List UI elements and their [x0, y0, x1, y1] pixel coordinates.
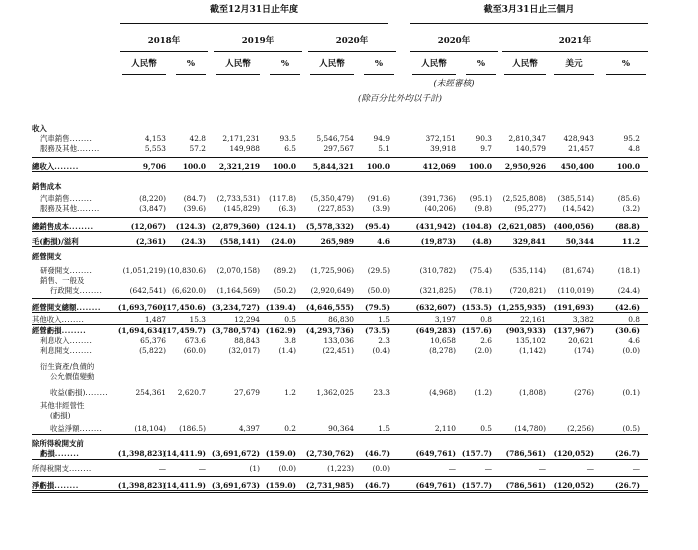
row-value: 6.5	[284, 144, 296, 153]
row-value: (139.4)	[265, 303, 296, 312]
row-value: (0.4)	[372, 346, 390, 355]
row-value: 100.0	[366, 162, 390, 171]
three-month-group-header: 截至3月31日止三個月	[483, 5, 575, 15]
row-value: (26.7)	[615, 481, 640, 490]
row-value: 5,844,321	[312, 162, 354, 171]
row-value: 2,171,231	[222, 134, 260, 143]
unit-header: 人民幣	[225, 59, 251, 69]
row-value: (191,693)	[553, 303, 594, 312]
row-value: (120,052)	[553, 481, 594, 490]
row-value: 5,553	[144, 144, 166, 153]
row-value: (145,829)	[223, 204, 260, 213]
row-value: (5,350,479)	[310, 194, 354, 203]
row-value: (0.1)	[622, 388, 640, 397]
row-value: (558,141)	[219, 237, 260, 246]
row-value: (2,361)	[135, 237, 166, 246]
row-value: 95.2	[623, 134, 640, 143]
row-value: (4,968)	[429, 388, 456, 397]
row-value: (24.4)	[617, 286, 640, 295]
row-label: 其他收入 ........	[32, 315, 84, 324]
row-value: 2,321,219	[218, 162, 260, 171]
row-value: (6.3)	[278, 204, 296, 213]
row-value: 57.2	[189, 144, 206, 153]
row-value: 140,579	[515, 144, 546, 153]
row-value: (1,164,569)	[216, 286, 260, 295]
section-operating-expenses: 經營開支	[32, 252, 62, 261]
row-value: (1,223)	[327, 464, 354, 473]
row-label: 銷售、一般及	[40, 276, 85, 285]
row-value: 93.5	[279, 134, 296, 143]
row-value: (153.5)	[461, 303, 492, 312]
row-label: 衍生資產/負債的	[40, 362, 95, 371]
row-value: (0.0)	[372, 464, 390, 473]
row-label: 收益(虧損) ........	[50, 388, 108, 397]
row-label: 汽車銷售 ........	[40, 194, 92, 203]
row-value: —	[632, 464, 640, 473]
row-value: (14,411.9)	[163, 449, 206, 458]
row-value: (79.5)	[365, 303, 390, 312]
row-value: 135,102	[515, 336, 546, 345]
row-value: 42.8	[189, 134, 206, 143]
subtotal-rule-above	[32, 434, 648, 435]
unit-rule	[364, 74, 394, 75]
row-value: (903,933)	[505, 326, 546, 335]
thousands-note: (除百分比外均以千計)	[357, 94, 443, 104]
row-value: (0.0)	[622, 346, 640, 355]
row-value: (95.4)	[365, 222, 390, 231]
row-value: 86,830	[328, 315, 354, 324]
row-value: (46.7)	[365, 449, 390, 458]
row-value: (8,220)	[139, 194, 166, 203]
row-value: (0.5)	[622, 424, 640, 433]
row-value: (5,578,332)	[305, 222, 354, 231]
row-value: (3,691,672)	[211, 449, 260, 458]
row-value: (75.4)	[469, 266, 492, 275]
row-value: (88.8)	[615, 222, 640, 231]
row-value: (18,104)	[134, 424, 166, 433]
row-value: (2,621,085)	[497, 222, 546, 231]
row-value: (1,398,823)	[117, 481, 166, 490]
row-value: —	[484, 464, 492, 473]
row-value: (78.1)	[469, 286, 492, 295]
row-value: (89.2)	[273, 266, 296, 275]
year-rule	[308, 51, 396, 52]
row-label: 收益淨額 ........	[50, 424, 102, 433]
subtotal-rule-below	[32, 231, 648, 232]
row-value: (17,450.6)	[163, 303, 206, 312]
row-value: 0.2	[284, 424, 296, 433]
row-value: (6,620.0)	[172, 286, 206, 295]
row-value: (4,646,555)	[305, 303, 354, 312]
row-value: 1,487	[144, 315, 166, 324]
subtotal-rule-below	[32, 246, 648, 247]
subtotal-rule-below	[32, 490, 648, 493]
row-value: (39.6)	[183, 204, 206, 213]
row-value: 100.0	[616, 162, 640, 171]
subtotal-rule-above	[32, 476, 648, 477]
row-value: (649,761)	[415, 449, 456, 458]
row-value: (2,920,649)	[310, 286, 354, 295]
row-value: —	[158, 464, 166, 473]
row-value: (14,780)	[514, 424, 546, 433]
row-value: 673.6	[184, 336, 206, 345]
row-value: 90,364	[328, 424, 354, 433]
row-value: (32,017)	[228, 346, 260, 355]
row-value: (95,277)	[514, 204, 546, 213]
year-rule	[410, 51, 498, 52]
row-value: 27,679	[234, 388, 260, 397]
row-value: —	[538, 464, 546, 473]
row-value: (8,278)	[429, 346, 456, 355]
row-value: (3,847)	[139, 204, 166, 213]
row-label: 所得稅開支 ........	[32, 464, 92, 473]
row-value: (1,808)	[519, 388, 546, 397]
unit-rule	[122, 74, 166, 75]
row-label: 總銷售成本 ........	[32, 222, 94, 231]
row-value: (42.6)	[615, 303, 640, 312]
row-value: (159.0)	[265, 449, 296, 458]
row-value: (310,782)	[419, 266, 456, 275]
row-value: (18.1)	[617, 266, 640, 275]
row-value: (81,674)	[562, 266, 594, 275]
row-label: 服務及其他 ........	[40, 204, 100, 213]
row-value: 9,706	[142, 162, 166, 171]
q1-2021-header: 2021年	[558, 36, 592, 46]
row-value: (50.2)	[273, 286, 296, 295]
row-value: 23.3	[373, 388, 390, 397]
unit-header: %	[374, 59, 384, 69]
row-value: (1,255,935)	[497, 303, 546, 312]
row-value: (26.7)	[615, 449, 640, 458]
row-value: 1,362,025	[316, 388, 354, 397]
row-value: (157.7)	[461, 481, 492, 490]
row-value: (786,561)	[505, 449, 546, 458]
row-value: 412,069	[422, 162, 456, 171]
row-value: 94.9	[373, 134, 390, 143]
row-value: 4.6	[628, 336, 640, 345]
row-value: 4.8	[628, 144, 640, 153]
row-value: (174)	[574, 346, 594, 355]
row-value: (162.9)	[265, 326, 296, 335]
unit-rule	[466, 74, 496, 75]
row-value: (9.8)	[474, 204, 492, 213]
row-value: (124.1)	[265, 222, 296, 231]
row-value: (385,514)	[557, 194, 594, 203]
row-value: (4.8)	[472, 237, 492, 246]
row-value: 5,546,754	[316, 134, 354, 143]
unit-rule	[606, 74, 646, 75]
row-label: 其他非經營性	[40, 401, 85, 410]
row-value: 0.5	[284, 315, 296, 324]
row-label: 總收入 ........	[32, 162, 79, 171]
row-value: 10,658	[430, 336, 456, 345]
row-value: 0.8	[480, 315, 492, 324]
row-value: (1,398,823)	[117, 449, 166, 458]
row-value: (10,830.6)	[167, 266, 206, 275]
row-value: (91.6)	[367, 194, 390, 203]
row-value: 2,950,926	[504, 162, 546, 171]
row-value: (2,256)	[567, 424, 594, 433]
row-value: 20,621	[568, 336, 594, 345]
row-value: (5,822)	[139, 346, 166, 355]
row-value: (3.2)	[622, 204, 640, 213]
row-value: (84.7)	[183, 194, 206, 203]
row-value: (30.6)	[615, 326, 640, 335]
row-value: 0.8	[628, 315, 640, 324]
row-value: (85.6)	[617, 194, 640, 203]
unit-header: %	[186, 59, 196, 69]
row-value: (157.7)	[461, 449, 492, 458]
row-value: (4,293,736)	[305, 326, 354, 335]
row-value: (24.0)	[271, 237, 296, 246]
year-rule	[214, 51, 302, 52]
unit-header: 美元	[565, 59, 583, 69]
subtotal-rule-below	[32, 171, 648, 172]
row-value: 372,151	[425, 134, 456, 143]
row-value: 88,843	[234, 336, 260, 345]
row-value: 2.6	[480, 336, 492, 345]
row-value: 11.2	[621, 237, 640, 246]
row-value: (157.6)	[461, 326, 492, 335]
unit-rule	[504, 74, 546, 75]
unit-header: 人民幣	[512, 59, 538, 69]
row-value: (1,142)	[519, 346, 546, 355]
row-value: (3,691,673)	[211, 481, 260, 490]
row-value: (17,459.7)	[163, 326, 206, 335]
q1-2020-header: 2020年	[437, 36, 471, 46]
row-label: 淨虧損 ........	[32, 481, 79, 490]
row-value: (227,853)	[317, 204, 354, 213]
row-value: 21,457	[568, 144, 594, 153]
subtotal-rule-below	[32, 459, 648, 460]
row-value: (535,114)	[509, 266, 546, 275]
row-value: 4,397	[238, 424, 260, 433]
unit-header: %	[621, 59, 631, 69]
row-value: —	[198, 464, 206, 473]
row-value: 297,567	[323, 144, 354, 153]
row-label: 行政開支 ........	[50, 286, 102, 295]
subtotal-rule-above	[32, 217, 648, 218]
row-value: 65,376	[140, 336, 166, 345]
row-value: (1)	[249, 464, 260, 473]
row-value: (321,825)	[419, 286, 456, 295]
year-rule	[502, 51, 648, 52]
row-value: (73.5)	[365, 326, 390, 335]
row-label: (虧損)	[50, 411, 71, 420]
row-value: 1.5	[378, 315, 390, 324]
row-value: 4,153	[144, 134, 166, 143]
row-value: (104.8)	[461, 222, 492, 231]
row-value: —	[448, 464, 456, 473]
row-value: (2,730,762)	[305, 449, 354, 458]
unit-header: %	[476, 59, 486, 69]
row-value: (400,056)	[553, 222, 594, 231]
row-value: (50.0)	[367, 286, 390, 295]
row-value: 5.1	[378, 144, 390, 153]
three-month-group-rule	[410, 23, 648, 24]
row-value: 12,294	[234, 315, 260, 324]
row-value: (124.3)	[175, 222, 206, 231]
row-label: 服務及其他 ........	[40, 144, 100, 153]
row-value: (186.5)	[179, 424, 206, 433]
row-value: (1.2)	[474, 388, 492, 397]
row-value: (276)	[574, 388, 594, 397]
subtotal-rule-above	[32, 298, 648, 299]
row-value: (40,206)	[424, 204, 456, 213]
row-value: (14,411.9)	[163, 481, 206, 490]
row-value: 22,161	[520, 315, 546, 324]
row-value: 9.7	[480, 144, 492, 153]
year-end-group-rule	[120, 23, 388, 24]
year-2018-header: 2018年	[147, 36, 181, 46]
row-label: 毛(虧損)/溢利	[32, 237, 79, 246]
row-value: 100.0	[182, 162, 206, 171]
row-value: 2,620.7	[177, 388, 206, 397]
row-value: (649,283)	[415, 326, 456, 335]
subtotal-rule-above	[32, 157, 648, 158]
row-label: 經營虧損 ........	[32, 326, 86, 335]
unit-rule	[554, 74, 594, 75]
row-value: (0.0)	[278, 464, 296, 473]
row-value: —	[586, 464, 594, 473]
row-value: (2.0)	[474, 346, 492, 355]
row-value: (720,821)	[509, 286, 546, 295]
row-value: (120,052)	[553, 449, 594, 458]
row-value: (24.3)	[181, 237, 206, 246]
section-cost-of-sales: 銷售成本	[32, 182, 62, 191]
row-value: (2,879,360)	[211, 222, 260, 231]
unit-header: 人民幣	[421, 59, 447, 69]
row-value: 3,197	[434, 315, 456, 324]
subtotal-rule-above	[32, 324, 648, 325]
unit-rule	[216, 74, 260, 75]
row-value: 450,400	[560, 162, 594, 171]
row-value: (2,070,158)	[216, 266, 260, 275]
row-label: 經營開支總額 ........	[32, 303, 101, 312]
row-value: (1,693,760)	[117, 303, 166, 312]
row-value: (137,967)	[553, 326, 594, 335]
row-label: 利息收入 ........	[40, 336, 92, 345]
year-rule	[120, 51, 208, 52]
row-value: 3,382	[572, 315, 594, 324]
row-value: (19,873)	[420, 237, 456, 246]
row-value: (117.8)	[269, 194, 296, 203]
unit-rule	[412, 74, 456, 75]
row-label: 汽車銷售 ........	[40, 134, 92, 143]
row-value: (1.4)	[278, 346, 296, 355]
row-value: 90.3	[475, 134, 492, 143]
row-value: (1,725,906)	[310, 266, 354, 275]
row-value: (22,451)	[322, 346, 354, 355]
row-value: (786,561)	[505, 481, 546, 490]
unit-rule	[176, 74, 206, 75]
row-value: (110,019)	[557, 286, 594, 295]
unit-header: %	[280, 59, 290, 69]
unit-header: 人民幣	[319, 59, 345, 69]
row-value: 428,943	[563, 134, 594, 143]
row-value: 4.6	[377, 237, 390, 246]
row-label: 公允價值變動	[50, 372, 95, 381]
row-value: (649,761)	[415, 481, 456, 490]
year-2019-header: 2019年	[241, 36, 275, 46]
row-label: 虧損 ........	[40, 449, 79, 458]
row-value: 2,810,347	[508, 134, 546, 143]
unit-rule	[270, 74, 300, 75]
row-value: (391,736)	[419, 194, 456, 203]
subtotal-rule-below	[32, 312, 648, 313]
unit-header: 人民幣	[131, 59, 157, 69]
row-value: (3,780,574)	[211, 326, 260, 335]
row-value: (60.0)	[183, 346, 206, 355]
row-value: (2,525,808)	[502, 194, 546, 203]
row-value: 3.8	[284, 336, 296, 345]
row-value: 1.2	[284, 388, 296, 397]
row-label: 利息開支 ........	[40, 346, 92, 355]
row-value: (3,234,727)	[211, 303, 260, 312]
row-value: (2,733,531)	[216, 194, 260, 203]
row-value: (431,942)	[415, 222, 456, 231]
row-value: 2.3	[378, 336, 390, 345]
row-value: 50,344	[565, 237, 594, 246]
row-value: 2,110	[434, 424, 456, 433]
unaudited-note: (未經審核)	[433, 79, 475, 89]
row-value: (46.7)	[365, 481, 390, 490]
row-value: 39,918	[430, 144, 456, 153]
row-value: (2,731,985)	[305, 481, 354, 490]
row-value: (159.0)	[265, 481, 296, 490]
row-label: 研發開支 ........	[40, 266, 92, 275]
row-value: (14,542)	[562, 204, 594, 213]
row-value: 329,841	[512, 237, 546, 246]
row-value: (1,694,634)	[117, 326, 166, 335]
row-value: 100.0	[272, 162, 296, 171]
row-value: 149,988	[229, 144, 260, 153]
row-value: 0.5	[480, 424, 492, 433]
row-value: (632,607)	[415, 303, 456, 312]
row-value: (642,541)	[129, 286, 166, 295]
row-value: (95.1)	[469, 194, 492, 203]
row-value: (3.9)	[372, 204, 390, 213]
year-2020-header: 2020年	[335, 36, 369, 46]
year-end-group-header: 截至12月31日止年度	[209, 5, 299, 15]
row-value: (1,051,219)	[122, 266, 166, 275]
row-value: (12,067)	[130, 222, 166, 231]
section-revenue: 收入	[32, 124, 47, 133]
row-value: 100.0	[468, 162, 492, 171]
row-value: 133,036	[323, 336, 354, 345]
row-value: 265,989	[320, 237, 354, 246]
row-value: 1.5	[378, 424, 390, 433]
row-value: 15.3	[189, 315, 206, 324]
row-value: (29.5)	[367, 266, 390, 275]
row-value: 254,361	[135, 388, 166, 397]
unit-rule	[310, 74, 354, 75]
row-label: 除所得稅開支前	[32, 439, 84, 448]
